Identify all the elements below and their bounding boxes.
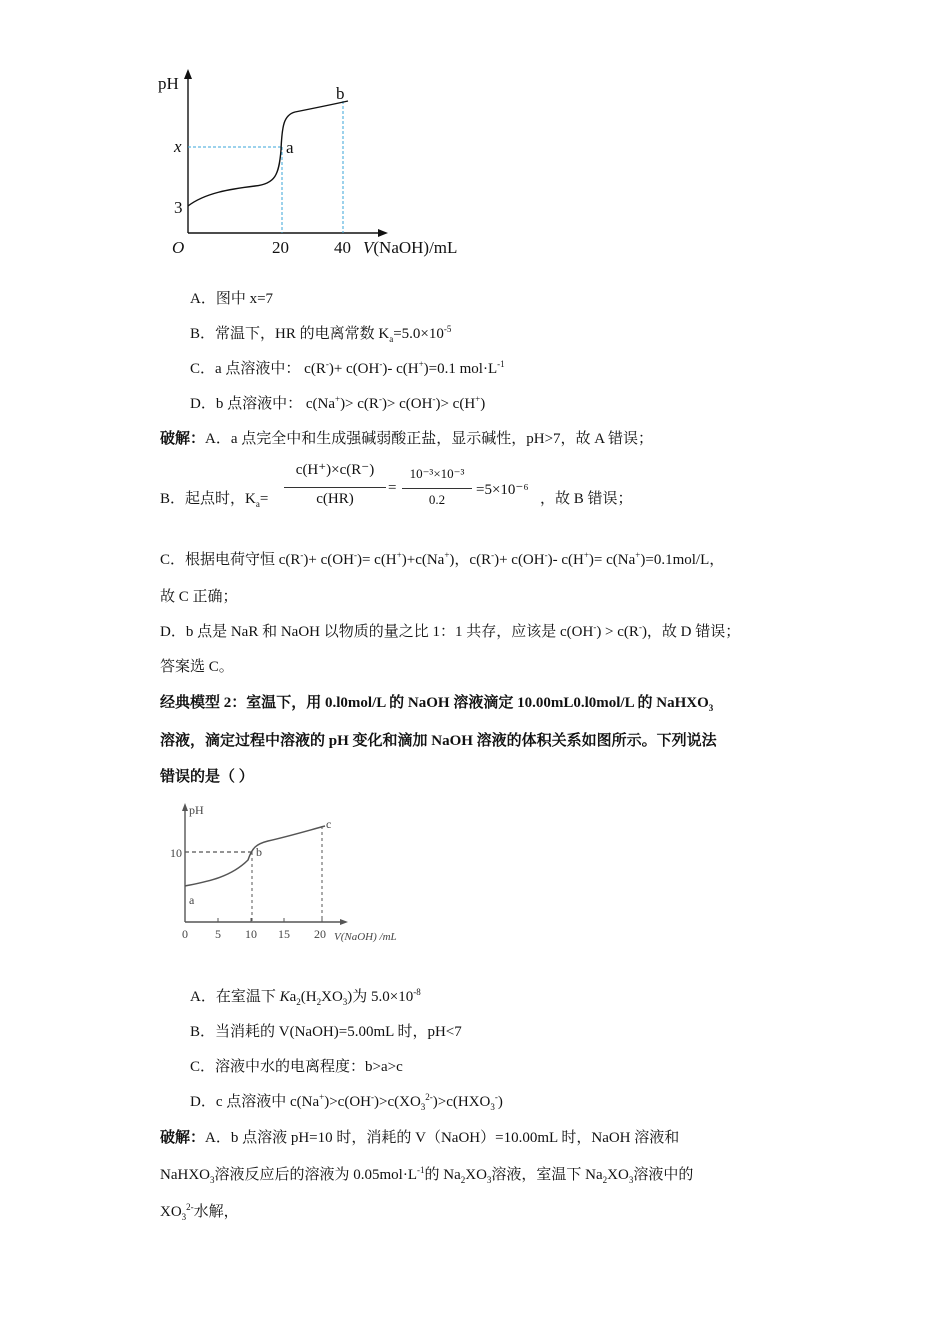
sol1-line-d: D．b 点是 NaR 和 NaOH 以物质的量之比 1：1 共存，应该是 c(OH-) > c(R-)，故 D 错误； <box>160 622 741 640</box>
x-tick-40: 40 <box>334 238 351 257</box>
x-tick-20: 20 <box>272 238 289 257</box>
sol1-frac1-numerator: c(H⁺)×c(R⁻) <box>295 462 375 478</box>
sol1-answer: 答案选 C。 <box>160 659 234 675</box>
sol1-line-a: 破解：A．a 点完全中和生成强碱弱酸正盐，显示碱性，pH>7，故 A 错误； <box>160 431 654 447</box>
sol2-line-1: 破解：A．b 点溶液 pH=10 时，消耗的 V（NaOH）=10.00mL 时，NaOH 溶液和 <box>160 1130 680 1146</box>
q2-option-b: B．当消耗的 V(NaOH)=5.00mL 时，pH<7 <box>190 1024 462 1040</box>
y-axis-arrow <box>182 803 188 811</box>
point-c-label: c <box>326 817 332 831</box>
titration-curve <box>185 826 325 886</box>
origin-label: O <box>172 238 185 257</box>
q1-option-c: C．a 点溶液中： c(R-)+ c(OH-)- c(H+)=0.1 $mol\cdot L^{-1}$ <box>190 359 505 377</box>
y-tick-10: 10 <box>170 846 182 860</box>
titration-curve <box>188 101 348 206</box>
sol2-line-2: NaHXO$_3$溶液反应后的溶液为 $0.05mol\cdot L^{-1}$的 $Na_2XO_3$溶液，室温下 $Na_2XO_3$溶液中的 <box>160 1165 694 1185</box>
sol2-line-3: $XO_3^{2-}$水解， <box>160 1202 239 1222</box>
y-axis-label: pH <box>189 803 204 817</box>
y-tick-x: x <box>174 137 182 156</box>
x-tick-15: 15 <box>278 927 290 941</box>
x-tick-5: 5 <box>215 927 221 941</box>
x-tick-20: 20 <box>314 927 326 941</box>
titration-curve-chart-1 <box>150 65 490 265</box>
x-axis-arrow <box>378 229 388 237</box>
model2-line-2: 溶液，滴定过程中溶液的 pH 变化和滴加 NaOH 溶液的体积关系如图所示。下列说法 <box>160 733 717 749</box>
sol1-frac2-numerator: 10⁻³×10⁻³ <box>409 466 465 481</box>
x-axis-label: V(NaOH) /mL <box>334 931 397 943</box>
sol1-eq2: = <box>388 480 397 496</box>
model2-line-1: 经典模型 2：室温下，用 0.l0mol/L 的 NaOH 溶液滴定 10.00mL0.l0mol/L 的 NaHXO$_3$ <box>160 695 714 713</box>
sol1-line-c2: 故 C 正确； <box>160 589 238 605</box>
q2-option-d: D．c 点溶液中 $c(Na^+)>c(OH^-)>c(XO_3^{2-})>c(HXO_3^-)$ <box>190 1092 503 1112</box>
q1-option-a: A．图中 x=7 <box>190 291 274 307</box>
x-axis-arrow <box>340 919 348 925</box>
x-tick-10: 10 <box>245 927 257 941</box>
sol1-line-b-suffix: ，故 B 错误； <box>540 491 633 507</box>
model2-line-3: 错误的是（ ） <box>160 769 254 785</box>
sol1-result: =5×10⁻⁶ <box>476 482 529 498</box>
titration-curve-chart-2 <box>160 800 420 950</box>
point-a-label: a <box>286 138 294 157</box>
sol1-line-b-prefix: B．起点时，$K_a=$ <box>160 491 269 509</box>
q2-option-a: A．在室温下 $Ka_2(H_2XO_3)$为 $5.0\times 10^{-8}$ <box>190 987 421 1007</box>
sol1-line-c1: C．根据电荷守恒 c(R-)+ c(OH-)= c(H+)+c(Na+)，c(R-)+ c(OH-)- c(H+)= c(Na+)=0.1mol/L， <box>160 550 725 568</box>
point-b-label: b <box>336 84 345 103</box>
sol1-frac2-bar <box>402 488 472 489</box>
point-b-label: b <box>256 845 262 859</box>
y-tick-3: 3 <box>174 198 183 217</box>
x-axis-label: V(NaOH)/mL <box>363 238 458 257</box>
sol1-frac2-denominator: 0.2 <box>428 492 446 507</box>
sol1-frac1-denominator: c(HR) <box>316 491 354 507</box>
point-a-label: a <box>189 893 195 907</box>
q2-option-c: C．溶液中水的电离程度：b>a>c <box>190 1059 403 1075</box>
sol1-frac1-bar <box>284 487 386 488</box>
x-tick-0: 0 <box>182 927 188 941</box>
q1-option-b: B．常温下，HR 的电离常数 $K_a=5.0\times 10^{-5}$ <box>190 324 452 344</box>
y-axis-label: pH <box>158 74 179 93</box>
y-axis-arrow <box>184 69 192 79</box>
q1-option-d: D．b 点溶液中： c(Na+)> c(R-)> c(OH-)> c(H+) <box>190 394 486 412</box>
